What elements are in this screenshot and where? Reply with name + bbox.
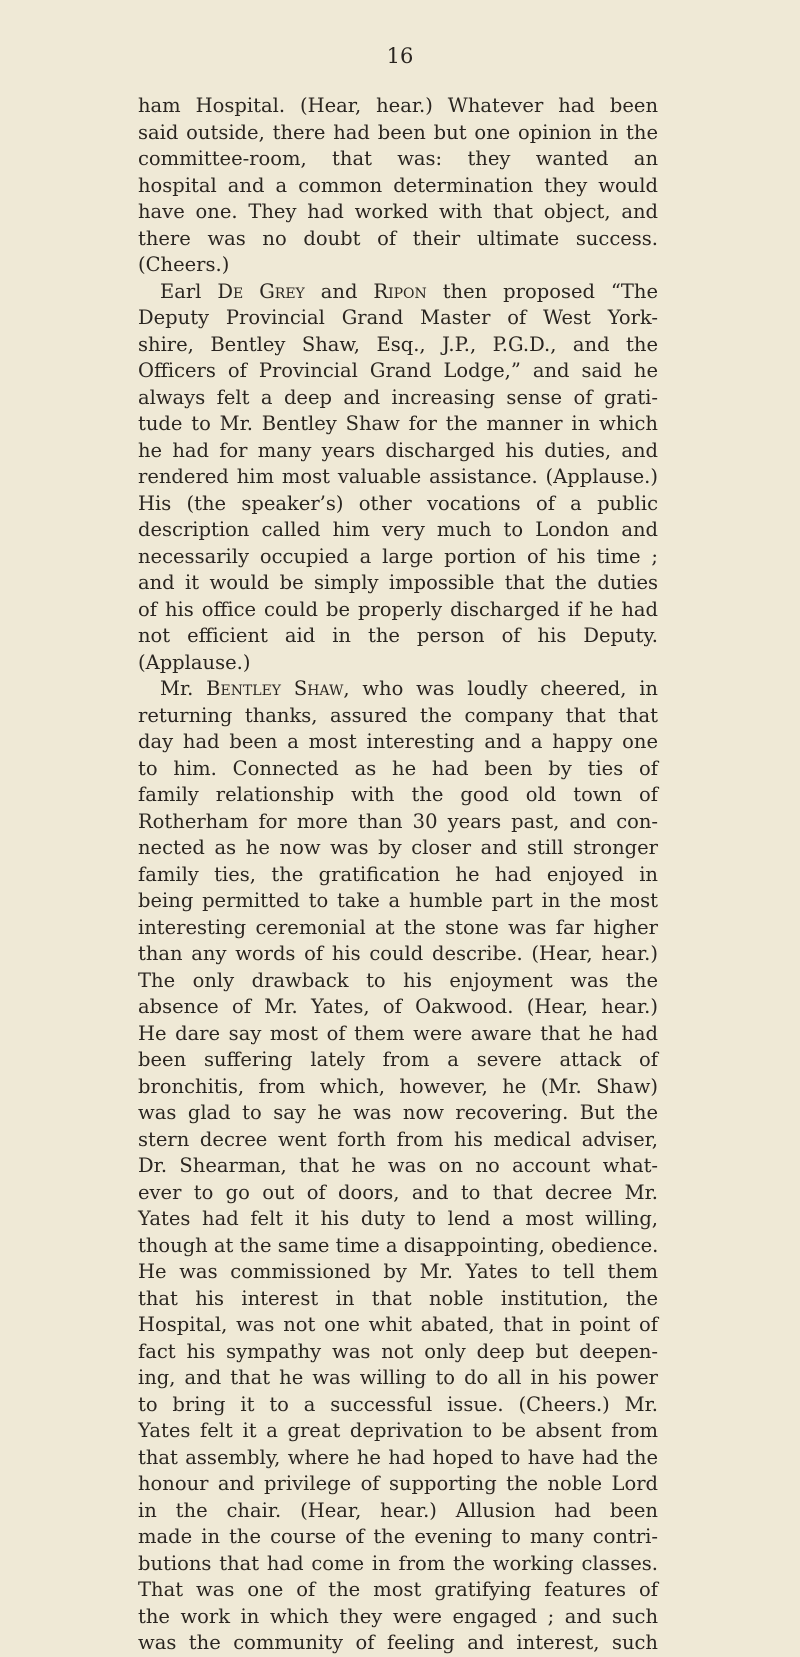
text-line	[138, 279, 658, 306]
text-line: description called him very much to London and	[138, 518, 658, 541]
text-line: tude to Mr. Bentley Shaw for the manner in which	[138, 412, 658, 435]
page-number: 16	[386, 44, 414, 68]
text-line: that his interest in that noble institution, the	[138, 1286, 658, 1310]
text-line: Officers of Provincial Grand Lodge,” and said he	[138, 359, 658, 382]
text-line: butions that had come in from the working classes.	[138, 1551, 658, 1575]
text-line: Deputy Provincial Grand Master of West York-	[138, 306, 658, 329]
text-line: Hospital, was not one whit abated, that in point of	[138, 1313, 658, 1336]
text-line: stern decree went forth from his medical adviser,	[138, 1127, 658, 1151]
text-line: bronchitis, from which, however, he (Mr. Shaw)	[138, 1074, 658, 1098]
text-line: absence of Mr. Yates, of Oakwood. (Hear, hear.)	[138, 995, 658, 1018]
text-line: been suffering lately from a severe attack of	[138, 1048, 658, 1071]
text-line	[138, 676, 658, 703]
text-line: His (the speaker’s) other vocations of a public	[138, 491, 658, 515]
text-line: than any words of his could describe. (Hear, hear.)	[138, 942, 658, 965]
text-line: the work in which they were engaged ; and such	[138, 1604, 658, 1628]
text-line: was glad to say he was now recovering. But the	[138, 1101, 658, 1124]
small-caps-name: De Grey	[217, 279, 305, 303]
text-line: honour and privilege of supporting the noble Lord	[138, 1472, 658, 1495]
text-line: The only drawback to his enjoyment was the	[138, 968, 658, 992]
text-line: fact his sympathy was not only deep but deepen-	[138, 1339, 658, 1363]
text-line: always felt a deep and increasing sense of grati-	[138, 385, 658, 409]
text-line: and it would be simply impossible that the duties	[138, 571, 658, 594]
text-line: ever to go out of doors, and to that decree Mr.	[138, 1180, 658, 1204]
text-line: (Cheers.)	[138, 253, 230, 276]
text-line: though at the same time a disappointing, obedience.	[138, 1233, 659, 1257]
small-caps-name: Ripon	[373, 279, 427, 303]
text-line: to bring it to a successful issue. (Cheers.) Mr.	[138, 1392, 658, 1416]
text-line: day had been a most interesting and a happy one	[138, 730, 658, 753]
text-line: returning thanks, assured the company that that	[138, 703, 658, 727]
text-line: being permitted to take a humble part in the most	[138, 889, 658, 912]
text-line: rendered him most valuable assistance. (Applause.)	[138, 465, 658, 488]
text-line: ham Hospital. (Hear, hear.) Whatever had been	[138, 94, 658, 117]
text-line: committee-room, that was: they wanted an	[138, 147, 658, 170]
text-run: then proposed “The	[426, 279, 659, 303]
text-run: , who was loudly cheered, in	[343, 677, 658, 700]
text-line: He dare say most of them were aware that he had	[138, 1021, 658, 1045]
text-run: and	[304, 279, 374, 303]
text-line: shire, Bentley Shaw, Esq., J.P., P.G.D., and the	[138, 332, 658, 356]
text-line: family ties, the gratification he had enjoyed in	[138, 862, 658, 886]
text-line: He was commissioned by Mr. Yates to tell them	[138, 1260, 658, 1283]
text-line: ing, and that he was willing to do all in his power	[138, 1366, 658, 1389]
text-line: of his office could be properly discharged if he had	[138, 597, 658, 621]
text-line: Yates had felt it his duty to lend a most willing,	[138, 1207, 658, 1230]
text-line: not efficient aid in the person of his Deputy.	[138, 624, 658, 647]
text-line: family relationship with the good old town of	[138, 783, 658, 806]
text-run: Mr.	[160, 677, 207, 700]
text-line: made in the course of the evening to many contri-	[138, 1525, 658, 1548]
text-run: Earl	[160, 279, 218, 303]
text-line: was the community of feeling and interest, such	[138, 1631, 658, 1654]
text-line: have one. They had worked with that object, and	[138, 200, 658, 223]
text-line: that assembly, where he had hoped to have had the	[138, 1445, 658, 1469]
text-line: Rotherham for more than 30 years past, and con-	[138, 809, 658, 833]
text-line: nected as he now was by closer and still stronger	[138, 836, 658, 859]
text-line: Dr. Shearman, that he was on no account what-	[138, 1154, 658, 1177]
text-line: there was no doubt of their ultimate success.	[138, 226, 658, 250]
text-line: to him. Connected as he had been by ties of	[138, 756, 658, 780]
text-line: hospital and a common determination they would	[138, 173, 658, 197]
text-line: Yates felt it a great deprivation to be absent from	[138, 1419, 658, 1442]
text-line: he had for many years discharged his duties, and	[138, 438, 658, 462]
text-line: necessarily occupied a large portion of his time ;	[138, 544, 658, 568]
text-line: interesting ceremonial at the stone was far higher	[138, 915, 658, 939]
text-line: said outside, there had been but one opinion in the	[138, 120, 658, 144]
text-line: (Applause.)	[138, 650, 251, 674]
body-text	[138, 93, 658, 1657]
text-line: in the chair. (Hear, hear.) Allusion had been	[138, 1498, 658, 1522]
text-line: That was one of the most gratifying features of	[138, 1578, 658, 1601]
small-caps-name: Bentley Shaw	[206, 677, 344, 700]
